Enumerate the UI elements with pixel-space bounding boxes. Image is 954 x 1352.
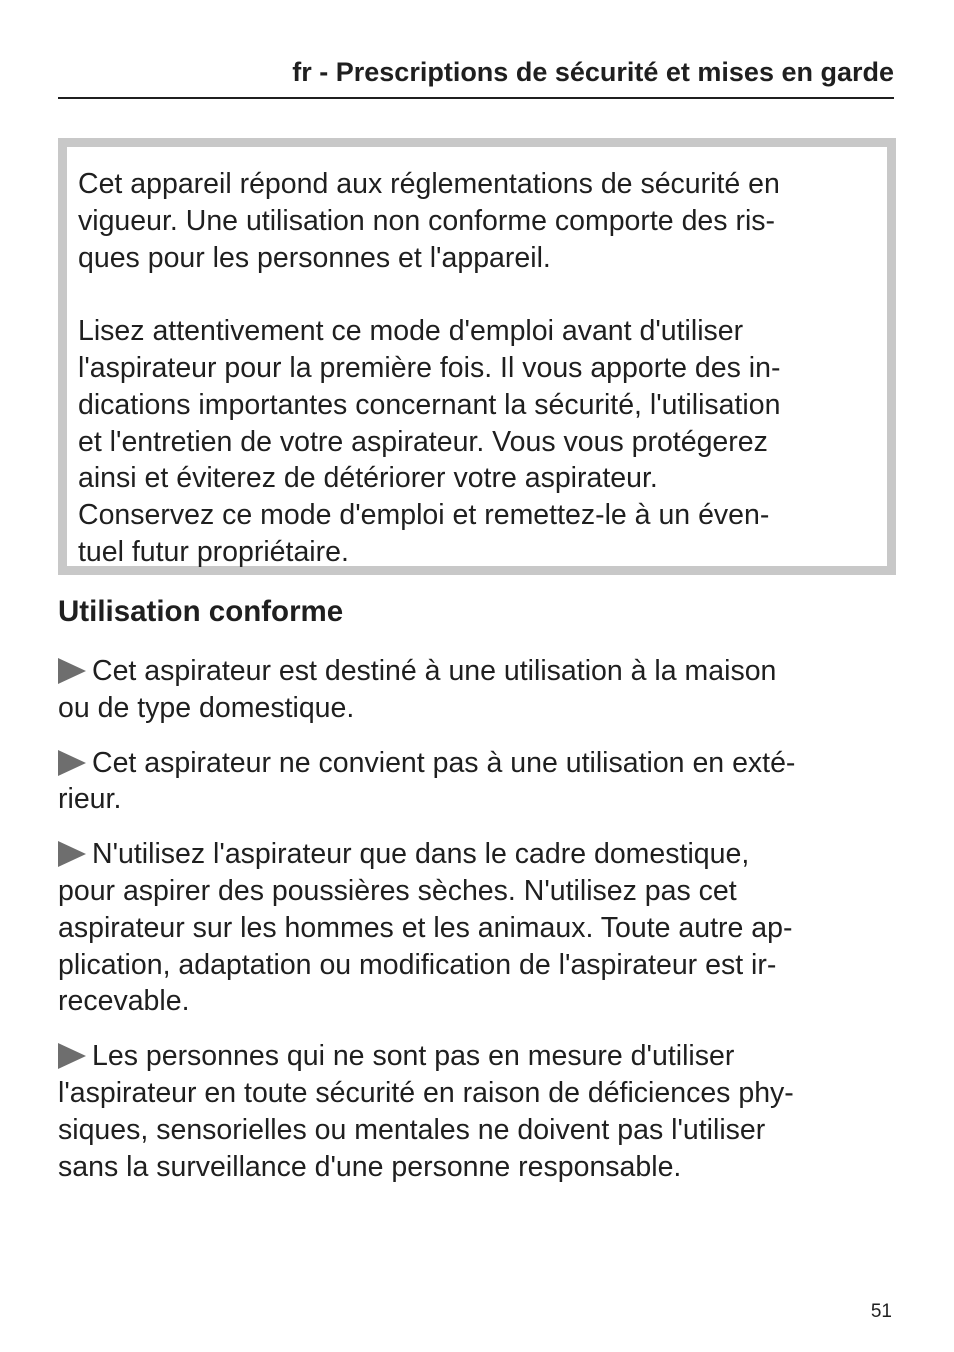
usage-list (58, 653, 898, 1203)
page-number: 51 (870, 1301, 892, 1322)
triangle-right-icon (58, 658, 86, 684)
list-item-text: Cet aspirateur ne convient pas à une utilisation en exté- rieur. (58, 746, 796, 816)
safety-notice-paragraph: Lisez attentivement ce mode d'emploi avant d'utiliser l'aspirateur pour la première fois. Il vous apporte des in- dications importantes concernant la sécurité, l'utilisation et l'entretien de votre aspirateur. Vous vous protégerez ainsi et éviterez de détériorer votre aspirateur. Conservez ce mode d'emploi et remettez-le à un éven- tuel futur propriétaire. (78, 315, 781, 568)
page-header-title: fr - Prescriptions de sécurité et mises en garde (292, 57, 894, 87)
list-item-text: Les personnes qui ne sont pas en mesure d'utiliser l'aspirateur en toute sécurité en raison de déficiences phy- siques, sensorielles ou mentales ne doivent pas l'utiliser sans la surveillance d'une personne responsable. (58, 1040, 794, 1183)
list-item-text: N'utilisez l'aspirateur que dans le cadre domestique, pour aspirer des poussières sèches. N'utilisez pas cet aspirateur sur les hommes et les animaux. Toute autre ap- plication, adaptation ou modification de l'aspirateur est ir- recevable. (58, 838, 793, 1018)
list-item (58, 836, 898, 1020)
list-item (58, 1038, 898, 1185)
triangle-right-icon (58, 750, 86, 776)
page-header (58, 52, 894, 99)
section-title: Utilisation conforme (58, 595, 344, 628)
list-item (58, 745, 898, 819)
triangle-right-icon (58, 1043, 86, 1069)
safety-notice-paragraph: Cet appareil répond aux réglementations de sécurité en vigueur. Une utilisation non conforme comporte des ris- ques pour les personnes et l'appareil. (78, 168, 780, 274)
safety-notice-box (58, 138, 896, 575)
triangle-right-icon (58, 841, 86, 867)
list-item-text: Cet aspirateur est destiné à une utilisation à la maison ou de type domestique. (58, 655, 777, 724)
list-item (58, 653, 898, 727)
